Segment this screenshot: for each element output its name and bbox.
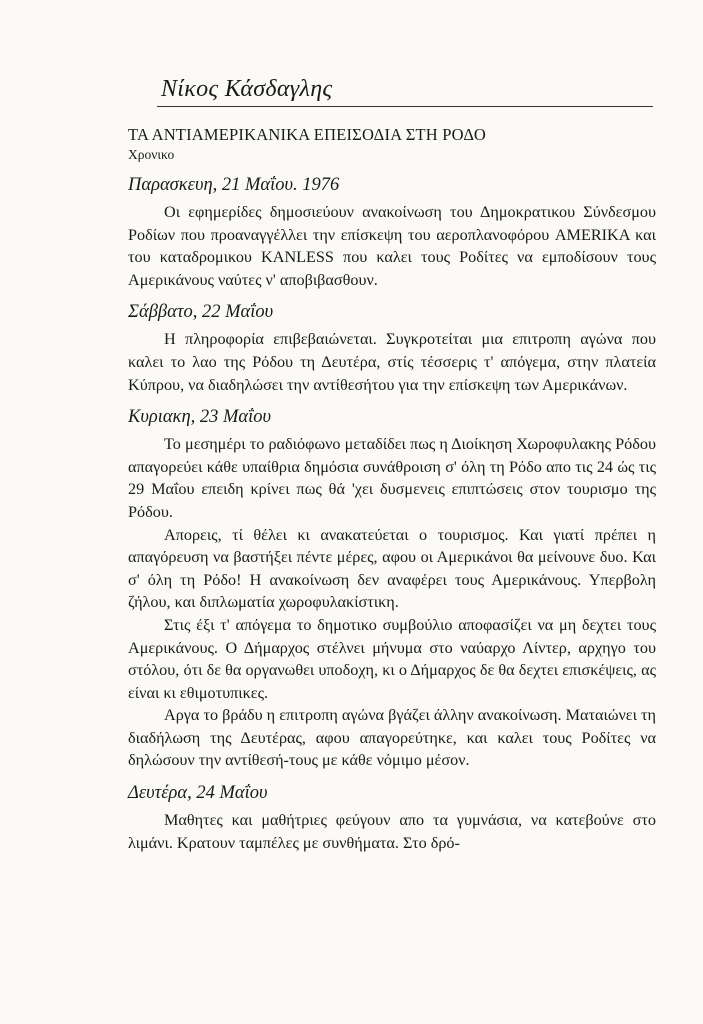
page-content bbox=[128, 120, 656, 862]
paragraph: Αργα το βράδυ η επιτροπη αγώνα βγάζει άλλην ανακοίνωση. Ματαιώνει τη διαδήλωση της Δευτέρας, αφου απαγορεύτηκε, και καλει τους Ροδίτες να δηλώσουν την αντίθεσή-τους με κάθε νόμιμο μέσον. bbox=[128, 706, 656, 770]
header-author: Νίκος Κάσδαγλης bbox=[161, 76, 333, 102]
running-header bbox=[157, 72, 653, 107]
paragraph: Απορεις, τί θέλει κι ανακατεύεται ο τουρισμος. Και γιατί πρέπει η απαγόρευση να βαστήξει πέντε μέρες, αφου οι Αμερικάνοι θα μείνουνε δυο. Και σ' όλη τη Ρόδο! Η ανακοίνωση δεν αναφέρει τους Αμερικάνους. Υπερβολη ζήλου, και διπλωματία χωροφυλακίστικη. bbox=[128, 525, 656, 612]
paragraph: Οι εφημερίδες δημοσιεύουν ανακοίνωση του Δημοκρατικου Σύνδεσμου Ροδίων που προαναγγέλλει την επίσκεψη του αεροπλανοφόρου AMERIKA και του καταδρομικου KANLESS που καλει τους Ροδίτες να εμποδίσουν τους Αμερικάνους ναύτες ν' αποβιβασθουν. bbox=[128, 203, 656, 289]
entry-date: Παρασκευη, 21 Μαΐου. 1976 bbox=[128, 175, 340, 195]
entry-monday bbox=[128, 780, 656, 854]
document-subtitle: Χρονικο bbox=[128, 147, 175, 162]
paragraph: Η πληροφορία επιβεβαιώνεται. Συγκροτείται μια επιτροπη αγώνα που καλει το λαο της Ρόδου τη Δευτέρα, στίς τέσσερις τ' απόγεμα, στην πλατεία Κύπρου, να διαδηλώσει την αντίθεσήτου για την επίσκεψη των Αμερικάνων. bbox=[128, 330, 656, 394]
paragraph: Το μεσημέρι το ραδιόφωνο μεταδίδει πως η Διοίκηση Χωροφυλακης Ρόδου απαγορεύει κάθε υπαίθρια δημόσια συνάθροιση σ' όλη τη Ρόδο απο τις 24 ώς τις 29 Μαΐου επειδη κρίνει πως θά 'χει δυσμενεις επιπτώσεις στον τουρισμο της Ρόδου. bbox=[128, 435, 656, 521]
entry-sunday bbox=[128, 404, 656, 772]
paragraph: Στις έξι τ' απόγεμα το δημοτικο συμβούλιο αποφασίζει να μη δεχτει τους Αμερικάνους. Ο Δήμαρχος στέλνει μήνυμα στο ναύαρχο Λίντερ, αρχηγο του στόλου, ότι δε θα οργανωθει υποδοχη, κι ο Δήμαρχος δε θα δεχτει επισκέψεις, ας είναι κι εθιμοτυπικες. bbox=[128, 615, 656, 702]
document-title: ΤΑ ΑΝΤΙΑΜΕΡΙΚΑΝΙΚΑ ΕΠΕΙΣΟΔΙΑ ΣΤΗ ΡΟΔΟ bbox=[128, 125, 486, 144]
entry-date: Σάββατο, 22 Μαΐου bbox=[128, 302, 274, 323]
entry-date: Κυριακη, 23 Μαΐου bbox=[128, 407, 271, 428]
entry-friday bbox=[128, 172, 656, 291]
paragraph: Μαθητες και μαθήτριες φεύγουν απο τα γυμνάσια, να κατεβούνε στο λιμάνι. Κρατουν ταμπέλες με συνθήματα. Στο δρό- bbox=[128, 811, 656, 852]
entry-date: Δευτέρα, 24 Μαΐου bbox=[128, 783, 268, 804]
entry-saturday bbox=[128, 299, 656, 396]
